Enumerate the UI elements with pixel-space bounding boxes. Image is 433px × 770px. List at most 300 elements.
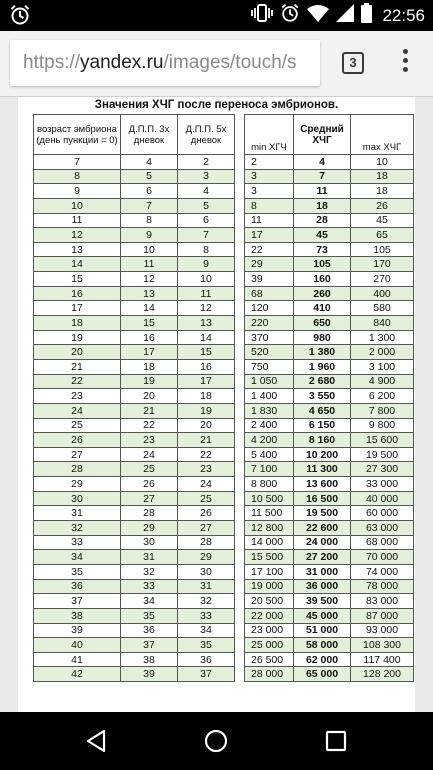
- column-separator: [235, 272, 245, 287]
- cell-age: 31: [34, 506, 121, 521]
- cell-avg: 27 200: [294, 550, 351, 565]
- header-dpp3: Д.П.П. 3х дневок: [121, 115, 178, 155]
- cell-min: 22: [245, 242, 294, 257]
- cell-dpp5: 15: [178, 345, 235, 360]
- column-separator: [235, 242, 245, 257]
- cell-avg: 73: [294, 242, 351, 257]
- cell-avg: 13 600: [294, 477, 351, 492]
- table-row: [34, 198, 414, 213]
- cell-dpp3: 18: [121, 359, 178, 374]
- cell-avg: 7: [294, 169, 351, 184]
- cell-dpp3: 36: [121, 623, 178, 638]
- cell-age: 39: [34, 623, 121, 638]
- column-separator: [235, 418, 245, 433]
- cell-max: 33 000: [351, 477, 414, 492]
- cell-max: 15 600: [351, 433, 414, 448]
- page-content: [18, 97, 415, 712]
- cell-avg: 260: [294, 286, 351, 301]
- cell-dpp5: 26: [178, 506, 235, 521]
- cell-min: 220: [245, 316, 294, 331]
- table-row: [34, 667, 414, 682]
- cell-age: 36: [34, 579, 121, 594]
- cell-dpp3: 32: [121, 564, 178, 579]
- cell-dpp3: 9: [121, 228, 178, 243]
- column-separator: [235, 579, 245, 594]
- cell-min: 8: [245, 198, 294, 213]
- column-separator: [235, 667, 245, 682]
- cell-min: 2 400: [245, 418, 294, 433]
- cell-age: 30: [34, 491, 121, 506]
- cell-dpp5: 16: [178, 359, 235, 374]
- table-row: [34, 638, 414, 653]
- cell-dpp5: 4: [178, 184, 235, 199]
- cell-min: 3: [245, 184, 294, 199]
- cell-age: 41: [34, 652, 121, 667]
- cell-avg: 45 000: [294, 608, 351, 623]
- cell-min: 1 830: [245, 403, 294, 418]
- table-row: [34, 652, 414, 667]
- cell-dpp5: 5: [178, 198, 235, 213]
- cell-min: 15 500: [245, 550, 294, 565]
- cell-max: 6 200: [351, 389, 414, 404]
- cell-age: 17: [34, 301, 121, 316]
- cell-age: 15: [34, 272, 121, 287]
- cell-min: 25 000: [245, 638, 294, 653]
- cell-age: 33: [34, 535, 121, 550]
- table-row: [34, 213, 414, 228]
- cell-min: 14 000: [245, 535, 294, 550]
- header-min: min ХГЧ: [245, 115, 294, 155]
- cell-max: 68 000: [351, 535, 414, 550]
- table-header-row: [34, 115, 414, 155]
- table-row: [34, 316, 414, 331]
- table-row: [34, 184, 414, 199]
- table-row: [34, 623, 414, 638]
- cell-avg: 1 960: [294, 359, 351, 374]
- url-path: /images/touch/s: [163, 52, 297, 73]
- table-row: [34, 389, 414, 404]
- table-row: [34, 506, 414, 521]
- cell-dpp3: 20: [121, 389, 178, 404]
- cell-age: 38: [34, 608, 121, 623]
- cell-max: 18: [351, 184, 414, 199]
- cell-max: 40 000: [351, 491, 414, 506]
- cell-dpp3: 35: [121, 608, 178, 623]
- cell-min: 12 800: [245, 521, 294, 536]
- column-separator: [235, 330, 245, 345]
- cell-max: 93 000: [351, 623, 414, 638]
- header-avg: Средний ХЧГ: [294, 115, 351, 155]
- alarm-icon: [280, 3, 300, 28]
- cell-min: 120: [245, 301, 294, 316]
- tab-switcher-button[interactable]: 3: [342, 52, 364, 74]
- table-row: [34, 330, 414, 345]
- cell-avg: 28: [294, 213, 351, 228]
- cell-dpp3: 12: [121, 272, 178, 287]
- cell-max: 19 500: [351, 447, 414, 462]
- cell-dpp5: 25: [178, 491, 235, 506]
- cell-dpp5: 32: [178, 594, 235, 609]
- vibrate-icon: [251, 4, 273, 27]
- cell-dpp3: 4: [121, 155, 178, 170]
- cell-dpp5: 9: [178, 257, 235, 272]
- cell-min: 1 050: [245, 374, 294, 389]
- table-row: [34, 242, 414, 257]
- column-separator: [235, 374, 245, 389]
- home-icon: [204, 729, 228, 753]
- table-row: [34, 491, 414, 506]
- table-row: [34, 155, 414, 170]
- clock-time: 22:56: [382, 5, 425, 25]
- cell-age: 19: [34, 330, 121, 345]
- cell-max: 9 800: [351, 418, 414, 433]
- cell-dpp3: 37: [121, 638, 178, 653]
- cell-avg: 4 650: [294, 403, 351, 418]
- url-scheme: https://: [23, 52, 81, 73]
- cell-dpp3: 8: [121, 213, 178, 228]
- cell-dpp3: 28: [121, 506, 178, 521]
- cell-max: 3 100: [351, 359, 414, 374]
- table-row: [34, 564, 414, 579]
- cell-min: 5 400: [245, 447, 294, 462]
- cell-avg: 1 380: [294, 345, 351, 360]
- cell-min: 22 000: [245, 608, 294, 623]
- cell-age: 25: [34, 418, 121, 433]
- cell-age: 32: [34, 521, 121, 536]
- column-separator: [235, 535, 245, 550]
- column-separator: [235, 506, 245, 521]
- column-separator: [235, 359, 245, 374]
- table-row: [34, 403, 414, 418]
- cell-max: 70 000: [351, 550, 414, 565]
- cell-avg: 8 160: [294, 433, 351, 448]
- cell-dpp5: 22: [178, 447, 235, 462]
- cell-min: 3: [245, 169, 294, 184]
- cell-avg: 3 550: [294, 389, 351, 404]
- cell-dpp5: 37: [178, 667, 235, 682]
- table-row: [34, 594, 414, 609]
- column-separator: [235, 550, 245, 565]
- cell-min: 520: [245, 345, 294, 360]
- cell-dpp5: 2: [178, 155, 235, 170]
- cell-avg: 11: [294, 184, 351, 199]
- cell-dpp5: 6: [178, 213, 235, 228]
- cell-max: 840: [351, 316, 414, 331]
- table-row: [34, 257, 414, 272]
- cell-min: 1 400: [245, 389, 294, 404]
- cell-avg: 410: [294, 301, 351, 316]
- cell-age: 22: [34, 374, 121, 389]
- cell-dpp3: 13: [121, 286, 178, 301]
- column-separator: [235, 198, 245, 213]
- cell-avg: 160: [294, 272, 351, 287]
- cell-max: 63 000: [351, 521, 414, 536]
- cell-min: 7 100: [245, 462, 294, 477]
- cell-min: 19 000: [245, 579, 294, 594]
- cell-dpp3: 38: [121, 652, 178, 667]
- column-separator: [235, 564, 245, 579]
- cell-age: 8: [34, 169, 121, 184]
- column-separator: [235, 638, 245, 653]
- cell-max: 10: [351, 155, 414, 170]
- cell-min: 23 000: [245, 623, 294, 638]
- column-separator: [235, 169, 245, 184]
- cell-avg: 4: [294, 155, 351, 170]
- cell-max: 18: [351, 169, 414, 184]
- overflow-menu-icon[interactable]: [397, 49, 413, 79]
- cell-max: 26: [351, 198, 414, 213]
- wifi-icon: [307, 4, 329, 27]
- cell-dpp3: 19: [121, 374, 178, 389]
- cell-dpp5: 30: [178, 564, 235, 579]
- cell-dpp3: 15: [121, 316, 178, 331]
- cell-dpp3: 6: [121, 184, 178, 199]
- cell-avg: 22 600: [294, 521, 351, 536]
- cell-age: 29: [34, 477, 121, 492]
- cell-age: 24: [34, 403, 121, 418]
- cell-max: 2 000: [351, 345, 414, 360]
- cell-dpp5: 34: [178, 623, 235, 638]
- cell-age: 14: [34, 257, 121, 272]
- cell-age: 9: [34, 184, 121, 199]
- cell-age: 10: [34, 198, 121, 213]
- cell-age: 16: [34, 286, 121, 301]
- cell-avg: 31 000: [294, 564, 351, 579]
- cell-avg: 18: [294, 198, 351, 213]
- header-age: возраст эмбриона (день пункции = 0): [34, 115, 121, 155]
- cell-dpp3: 25: [121, 462, 178, 477]
- cell-avg: 62 000: [294, 652, 351, 667]
- cell-age: 7: [34, 155, 121, 170]
- cell-dpp5: 17: [178, 374, 235, 389]
- cell-dpp3: 26: [121, 477, 178, 492]
- cell-dpp5: 3: [178, 169, 235, 184]
- recents-button[interactable]: [306, 712, 366, 770]
- cell-max: 45: [351, 213, 414, 228]
- table-row: [34, 286, 414, 301]
- cell-min: 11: [245, 213, 294, 228]
- cell-avg: 980: [294, 330, 351, 345]
- cell-avg: 58 000: [294, 638, 351, 653]
- table-row: [34, 169, 414, 184]
- table-row: [34, 535, 414, 550]
- cell-avg: 24 000: [294, 535, 351, 550]
- column-separator: [235, 345, 245, 360]
- cell-dpp5: 31: [178, 579, 235, 594]
- cell-dpp5: 36: [178, 652, 235, 667]
- table-row: [34, 447, 414, 462]
- column-separator: [235, 447, 245, 462]
- table-row: [34, 272, 414, 287]
- cell-dpp5: 21: [178, 433, 235, 448]
- alarm-icon: [10, 4, 30, 31]
- column-separator: [235, 184, 245, 199]
- cell-dpp3: 22: [121, 418, 178, 433]
- column-separator: [235, 257, 245, 272]
- cell-dpp5: 20: [178, 418, 235, 433]
- cell-age: 20: [34, 345, 121, 360]
- hcg-table: [33, 114, 414, 682]
- cell-avg: 2 680: [294, 374, 351, 389]
- cell-dpp5: 12: [178, 301, 235, 316]
- table-row: [34, 418, 414, 433]
- cell-avg: 19 500: [294, 506, 351, 521]
- cell-min: 28 000: [245, 667, 294, 682]
- cell-avg: 45: [294, 228, 351, 243]
- cell-max: 7 800: [351, 403, 414, 418]
- browser-toolbar: [0, 31, 433, 97]
- cell-max: 60 000: [351, 506, 414, 521]
- table-row: [34, 359, 414, 374]
- column-separator: [235, 228, 245, 243]
- cell-min: 11 500: [245, 506, 294, 521]
- table-row: [34, 579, 414, 594]
- column-separator: [235, 491, 245, 506]
- cell-dpp3: 5: [121, 169, 178, 184]
- cell-min: 370: [245, 330, 294, 345]
- table-row: [34, 462, 414, 477]
- cell-max: 270: [351, 272, 414, 287]
- cell-min: 8 800: [245, 477, 294, 492]
- cell-age: 18: [34, 316, 121, 331]
- cell-age: 23: [34, 389, 121, 404]
- cell-min: 17 100: [245, 564, 294, 579]
- back-button[interactable]: [66, 712, 126, 770]
- cell-dpp5: 10: [178, 272, 235, 287]
- cell-max: 117 400: [351, 652, 414, 667]
- cell-min: 26 500: [245, 652, 294, 667]
- cell-age: 11: [34, 213, 121, 228]
- cell-dpp3: 29: [121, 521, 178, 536]
- cell-dpp5: 8: [178, 242, 235, 257]
- column-separator: [235, 594, 245, 609]
- column-separator: [235, 608, 245, 623]
- cell-avg: 39 500: [294, 594, 351, 609]
- cell-max: 74 000: [351, 564, 414, 579]
- table-row: [34, 301, 414, 316]
- cell-dpp3: 21: [121, 403, 178, 418]
- cell-avg: 650: [294, 316, 351, 331]
- cell-dpp3: 39: [121, 667, 178, 682]
- column-separator: [235, 652, 245, 667]
- cell-avg: 16 500: [294, 491, 351, 506]
- cell-dpp5: 7: [178, 228, 235, 243]
- column-separator: [235, 462, 245, 477]
- cell-dpp3: 16: [121, 330, 178, 345]
- column-separator: [235, 286, 245, 301]
- table-row: [34, 345, 414, 360]
- cell-age: 12: [34, 228, 121, 243]
- column-separator: [235, 213, 245, 228]
- home-button[interactable]: [186, 712, 246, 770]
- cell-avg: 65 000: [294, 667, 351, 682]
- cell-age: 28: [34, 462, 121, 477]
- cell-max: 580: [351, 301, 414, 316]
- column-separator: [235, 155, 245, 170]
- cell-max: 105: [351, 242, 414, 257]
- cell-min: 17: [245, 228, 294, 243]
- cell-dpp5: 29: [178, 550, 235, 565]
- cell-avg: 51 000: [294, 623, 351, 638]
- cell-avg: 36 000: [294, 579, 351, 594]
- cell-dpp5: 14: [178, 330, 235, 345]
- cell-max: 400: [351, 286, 414, 301]
- status-bar: [0, 0, 433, 31]
- column-separator: [235, 623, 245, 638]
- cell-avg: 6 150: [294, 418, 351, 433]
- table-row: [34, 374, 414, 389]
- cell-dpp5: 18: [178, 389, 235, 404]
- cell-avg: 10 200: [294, 447, 351, 462]
- cell-dpp3: 27: [121, 491, 178, 506]
- cell-max: 78 000: [351, 579, 414, 594]
- signal-icon: [336, 4, 354, 27]
- cell-avg: 11 300: [294, 462, 351, 477]
- cell-age: 26: [34, 433, 121, 448]
- cell-dpp3: 17: [121, 345, 178, 360]
- cell-dpp3: 24: [121, 447, 178, 462]
- cell-max: 65: [351, 228, 414, 243]
- url-host: yandex.ru: [80, 52, 164, 73]
- column-separator: [235, 403, 245, 418]
- column-separator: [235, 316, 245, 331]
- cell-max: 108 300: [351, 638, 414, 653]
- column-separator: [235, 433, 245, 448]
- navigation-bar: [0, 712, 433, 770]
- cell-dpp5: 27: [178, 521, 235, 536]
- cell-min: 39: [245, 272, 294, 287]
- cell-dpp5: 35: [178, 638, 235, 653]
- cell-age: 40: [34, 638, 121, 653]
- cell-min: 2: [245, 155, 294, 170]
- cell-dpp5: 24: [178, 477, 235, 492]
- battery-icon: [361, 3, 372, 28]
- cell-dpp3: 31: [121, 550, 178, 565]
- cell-max: 27 300: [351, 462, 414, 477]
- column-separator: [235, 477, 245, 492]
- cell-min: 750: [245, 359, 294, 374]
- cell-min: 10 500: [245, 491, 294, 506]
- cell-age: 35: [34, 564, 121, 579]
- cell-age: 42: [34, 667, 121, 682]
- cell-min: 29: [245, 257, 294, 272]
- cell-dpp3: 34: [121, 594, 178, 609]
- cell-min: 20 500: [245, 594, 294, 609]
- column-separator: [235, 301, 245, 316]
- cell-dpp5: 28: [178, 535, 235, 550]
- cell-dpp3: 11: [121, 257, 178, 272]
- header-max: max ХЧГ: [351, 115, 414, 155]
- cell-dpp3: 14: [121, 301, 178, 316]
- cell-age: 13: [34, 242, 121, 257]
- address-bar[interactable]: [10, 40, 320, 86]
- cell-max: 4 900: [351, 374, 414, 389]
- table-row: [34, 228, 414, 243]
- recents-icon: [325, 730, 347, 752]
- table-row: [34, 608, 414, 623]
- table-row: [34, 433, 414, 448]
- cell-age: 27: [34, 447, 121, 462]
- table-row: [34, 477, 414, 492]
- cell-dpp5: 33: [178, 608, 235, 623]
- column-separator: [235, 115, 245, 155]
- cell-age: 37: [34, 594, 121, 609]
- cell-avg: 105: [294, 257, 351, 272]
- header-dpp5: Д.П.П. 5х дневок: [178, 115, 235, 155]
- cell-dpp3: 7: [121, 198, 178, 213]
- column-separator: [235, 389, 245, 404]
- cell-max: 87 000: [351, 608, 414, 623]
